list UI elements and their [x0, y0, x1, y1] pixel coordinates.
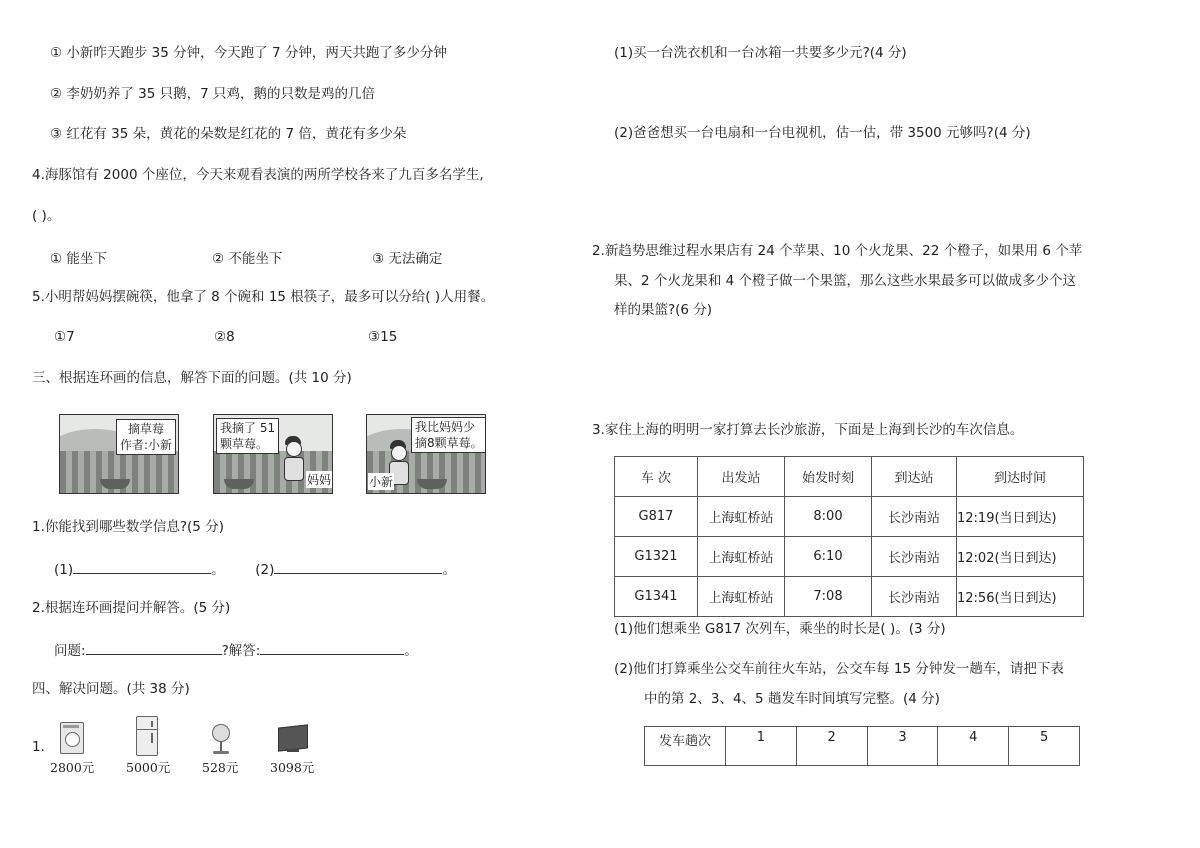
- s3-q2: 2.根据连环画提问并解答。(5 分): [32, 600, 231, 616]
- q3-option-3: ③ 红花有 35 朵，黄花的朵数是红花的 7 倍，黄花有多少朵: [50, 126, 407, 142]
- arrival-station: 长沙南站: [872, 497, 957, 537]
- s4-q2-line3: 样的果篮?(6 分): [614, 302, 713, 318]
- period: 。: [211, 562, 225, 578]
- question-label: 问题:: [54, 643, 86, 659]
- bus-trip-5[interactable]: 5: [1009, 727, 1080, 766]
- q4-option-1: ① 能坐下: [50, 251, 107, 267]
- boy-label: 小新: [369, 475, 394, 489]
- s4-q1-part2: (2)爸爸想买一台电扇和一台电视机，估一估，带 3500 元够吗?(4 分): [614, 125, 1031, 141]
- table-row: [615, 577, 1084, 617]
- train-number: G1321: [615, 537, 698, 577]
- comic-panel-1: [59, 414, 179, 494]
- s4-q1-number: 1.: [32, 739, 45, 755]
- question-blank[interactable]: [86, 640, 222, 655]
- s3-q1-answers: [54, 559, 456, 579]
- s4-q2-line2: 果、2 个火龙果和 4 个橙子做一个果篮，那么这些水果最多可以做成多少个这: [614, 273, 1077, 289]
- table-row: [645, 727, 1080, 766]
- washing-machine-icon: [60, 722, 84, 754]
- col-header-departure-station: 出发站: [698, 457, 785, 497]
- electric-fan-icon: [210, 724, 232, 756]
- arrival-station: 长沙南站: [872, 537, 957, 577]
- comic-panel-3: [366, 414, 486, 494]
- s4-q3-part1: (1)他们想乘坐 G817 次列车，乘坐的时长是( )。(3 分): [614, 621, 946, 637]
- departure-time: 6:10: [785, 537, 872, 577]
- q3-option-1: ① 小新昨天跑步 35 分钟，今天跑了 7 分钟，两天共跑了多少分钟: [50, 45, 447, 61]
- speech-line-1: 我摘了 51: [220, 421, 276, 435]
- comic-author: 作者:小新: [120, 438, 173, 452]
- period: 。: [404, 643, 418, 659]
- departure-time: 7:08: [785, 577, 872, 617]
- arrival-station: 长沙南站: [872, 577, 957, 617]
- s3-q2-answers: [54, 640, 418, 660]
- answer-label-1: (1): [54, 562, 74, 578]
- comic-title-box: [116, 419, 176, 455]
- bus-departure-table: [644, 726, 1080, 766]
- bus-header-cell: 发车趟次: [645, 727, 726, 766]
- arrival-time: 12:19(当日到达): [957, 497, 1084, 537]
- q5-option-2: ②8: [214, 329, 235, 345]
- train-number: G817: [615, 497, 698, 537]
- q4-paren: ( )。: [32, 208, 61, 224]
- table-row: [615, 497, 1084, 537]
- s4-q1-part1: (1)买一台洗衣机和一台冰箱一共要多少元?(4 分): [614, 45, 907, 61]
- departure-station: 上海虹桥站: [698, 497, 785, 537]
- bus-trip-1[interactable]: 1: [726, 727, 797, 766]
- q5-option-1: ①7: [54, 329, 75, 345]
- television-icon: [278, 726, 308, 754]
- arrival-time: 12:56(当日到达): [957, 577, 1084, 617]
- answer-blank-2[interactable]: [274, 559, 442, 574]
- tv-price: 3098元: [270, 760, 315, 775]
- s4-q3-intro: 3.家住上海的明明一家打算去长沙旅游，下面是上海到长沙的车次信息。: [592, 422, 1024, 438]
- col-header-arrival-time: 到达时间: [957, 457, 1084, 497]
- q3-option-2: ② 李奶奶养了 35 只鹅，7 只鸡，鹅的只数是鸡的几倍: [50, 86, 376, 102]
- col-header-arrival-station: 到达站: [872, 457, 957, 497]
- comic-panel-2: [213, 414, 333, 494]
- table-row: [615, 537, 1084, 577]
- answer-blank[interactable]: [260, 640, 404, 655]
- train-number: G1341: [615, 577, 698, 617]
- s4-q3-part2-line1: (2)他们打算乘坐公交车前往火车站，公交车每 15 分钟发一趟车，请把下表: [614, 661, 1064, 677]
- arrival-time: 12:02(当日到达): [957, 537, 1084, 577]
- section-3-title: 三、根据连环画的信息，解答下面的问题。(共 10 分): [32, 370, 352, 386]
- mother-label: 妈妈: [307, 473, 332, 487]
- q4-option-3: ③ 无法确定: [372, 251, 443, 267]
- washing-machine-price: 2800元: [50, 760, 95, 775]
- bus-trip-2[interactable]: 2: [796, 727, 867, 766]
- q4-text: 4.海豚馆有 2000 个座位，今天来观看表演的两所学校各来了九百多名学生,: [32, 167, 484, 183]
- refrigerator-price: 5000元: [126, 760, 171, 775]
- departure-time: 8:00: [785, 497, 872, 537]
- refrigerator-icon: [136, 716, 158, 756]
- s4-q2-line1: 2.新趋势思维过程水果店有 24 个苹果、10 个火龙果、22 个橙子，如果用 6 个苹: [592, 243, 1083, 259]
- departure-station: 上海虹桥站: [698, 537, 785, 577]
- departure-station: 上海虹桥站: [698, 577, 785, 617]
- s3-q1: 1.你能找到哪些数学信息?(5 分): [32, 519, 224, 535]
- bus-trip-4[interactable]: 4: [938, 727, 1009, 766]
- col-header-train: 车 次: [615, 457, 698, 497]
- fan-price: 528元: [202, 760, 239, 775]
- table-header-row: [615, 457, 1084, 497]
- col-header-departure-time: 始发时刻: [785, 457, 872, 497]
- train-schedule-table: [614, 456, 1084, 617]
- speech-line-2: 颗草莓。: [220, 437, 269, 451]
- comic-title: 摘草莓: [128, 422, 165, 436]
- speech-bubble: [411, 417, 486, 453]
- bus-trip-3[interactable]: 3: [867, 727, 938, 766]
- q5-text: 5.小明帮妈妈摆碗筷，他拿了 8 个碗和 15 根筷子，最多可以分给( )人用餐。: [32, 289, 495, 305]
- period: 。: [442, 562, 456, 578]
- s4-q3-part2-line2: 中的第 2、3、4、5 趟发车时间填写完整。(4 分): [644, 691, 940, 707]
- answer-label-2: (2): [255, 562, 275, 578]
- section-4-title: 四、解决问题。(共 38 分): [32, 681, 190, 697]
- speech-line-1: 我比妈妈少: [415, 420, 476, 434]
- answer-label: ?解答:: [221, 643, 261, 659]
- speech-line-2: 摘8颗草莓。: [415, 436, 483, 450]
- q4-option-2: ② 不能坐下: [212, 251, 283, 267]
- speech-bubble: [216, 418, 279, 454]
- q5-option-3: ③15: [368, 329, 398, 345]
- answer-blank-1[interactable]: [73, 559, 211, 574]
